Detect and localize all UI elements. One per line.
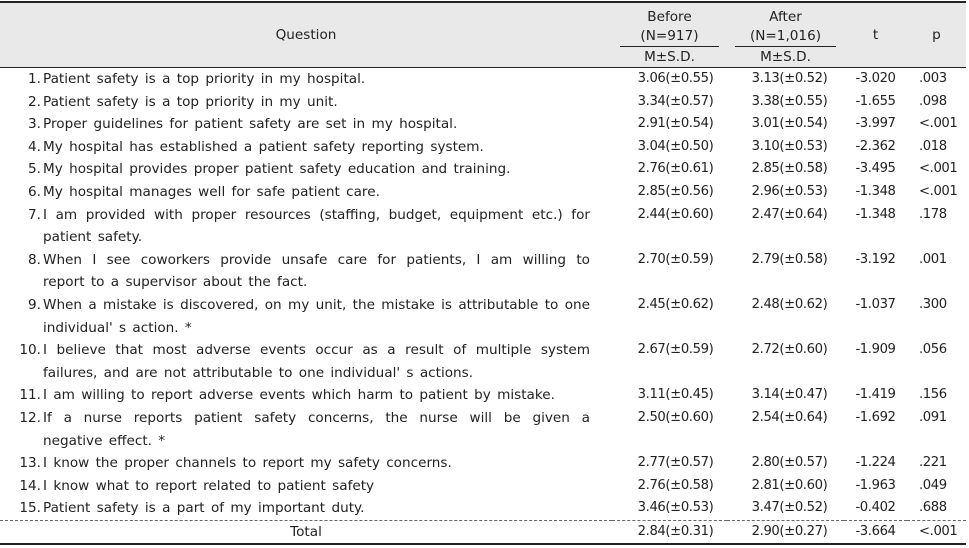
t-value: -1.419 [855,387,896,403]
question-cell [0,136,612,159]
question-text: My hospital has established a patient safety reporting system. [43,138,484,155]
question-number: 3. [28,116,41,133]
after-value: 3.14(±0.47) [751,387,828,403]
question-number: 2. [28,93,41,110]
t-value: -1.909 [855,342,896,358]
question-cell [0,249,612,294]
before-value: 3.11(±0.45) [637,387,714,403]
t-value: -1.963 [855,477,896,493]
question-text: Proper guidelines for patient safety are set in my hospital. [43,116,458,133]
table-row [0,339,966,384]
p-value: <.001 [919,116,958,132]
table-row [0,452,966,475]
p-value: .003 [919,71,947,86]
question-cell [0,91,612,114]
before-value: 3.04(±0.50) [637,138,714,154]
p-value: .300 [919,296,947,312]
before-value: 2.44(±0.60) [637,206,714,222]
after-header: After [727,2,844,25]
question-number: 8. [28,251,41,268]
t-value: -3.495 [855,161,896,177]
table-row [0,384,966,407]
question-cell [0,407,612,452]
table-row [0,68,966,91]
after-value: 2.85(±0.58) [751,161,828,177]
after-value: 3.10(±0.53) [751,138,828,154]
table-row [0,158,966,181]
p-value: .688 [919,500,947,516]
p-value: <.001 [919,183,958,199]
after-value: 2.80(±0.57) [751,455,828,471]
t-value: -2.362 [855,138,896,154]
table-row [0,181,966,204]
question-text: Patient safety is a top priority in my unit. [43,93,338,110]
after-value: 2.48(±0.62) [751,296,828,312]
after-value: 3.47(±0.52) [751,500,828,516]
patient-safety-table [0,1,966,545]
before-value: 2.76(±0.58) [637,477,714,493]
table-row [0,294,966,339]
question-cell [0,181,612,204]
p-value: .001 [919,251,947,267]
total-row [0,520,966,544]
before-value: 3.06(±0.55) [637,71,714,86]
question-cell [0,158,612,181]
question-number: 9. [28,296,41,313]
total-after: 2.90(±0.27) [727,520,844,544]
question-number: 4. [28,138,41,155]
t-value: -1.224 [855,455,896,471]
t-value: -1.037 [855,296,896,312]
after-value: 2.81(±0.60) [751,477,828,493]
after-value: 2.72(±0.60) [751,342,828,358]
table-row [0,136,966,159]
after-msd-header: M±S.D. [727,47,844,68]
question-text: I know the proper channels to report my safety concerns. [43,455,452,472]
t-value: -1.692 [855,409,896,425]
question-text: Patient safety is a part of my important duty. [43,500,365,517]
before-value: 2.91(±0.54) [637,116,714,132]
question-text: I am willing to report adverse events which harm to patient by mistake. [43,387,555,404]
question-cell [0,497,612,520]
t-value: -3.997 [855,116,896,132]
t-value: -1.348 [855,206,896,222]
p-value: .018 [919,138,947,154]
table-row [0,113,966,136]
p-value: <.001 [919,161,958,177]
total-t: -3.664 [844,520,907,544]
before-value: 2.45(±0.62) [637,296,714,312]
question-text: My hospital manages well for safe patient care. [43,183,380,200]
p-header: p [907,2,966,68]
question-cell [0,294,612,339]
question-text: If a nurse reports patient safety concerns, the nurse will be given a negative effect. * [43,409,590,449]
before-value: 2.85(±0.56) [637,183,714,199]
after-value: 3.13(±0.52) [751,71,828,86]
question-text: I know what to report related to patient safety [43,477,375,494]
question-text: Patient safety is a top priority in my hospital. [43,71,366,87]
after-value: 2.54(±0.64) [751,409,828,425]
question-number: 1. [28,71,41,87]
before-value: 2.76(±0.61) [637,161,714,177]
question-number: 13. [19,455,41,472]
table-body [0,68,966,544]
p-value: .178 [919,206,947,222]
question-cell [0,384,612,407]
t-header: t [844,2,907,68]
before-n-header: (N=917) [612,25,727,47]
p-value: .098 [919,93,947,109]
question-text: When I see coworkers provide unsafe care for patients, I am willing to report to a supervisor about the fact. [43,251,590,291]
p-value: .091 [919,409,947,425]
before-msd-header: M±S.D. [612,47,727,68]
before-value: 2.70(±0.59) [637,251,714,267]
question-cell [0,204,612,249]
question-number: 15. [19,500,41,517]
before-value: 3.46(±0.53) [637,500,714,516]
total-label: Total [0,520,612,544]
after-value: 3.38(±0.55) [751,93,828,109]
p-value: .049 [919,477,947,493]
before-value: 2.77(±0.57) [637,455,714,471]
question-number: 11. [19,387,41,404]
question-text: My hospital provides proper patient safety education and training. [43,161,511,178]
after-n-header: (N=1,016) [727,25,844,47]
table-row [0,249,966,294]
before-header: Before [612,2,727,25]
after-value: 2.79(±0.58) [751,251,828,267]
question-header: Question [0,2,612,68]
question-number: 7. [28,206,41,223]
table-row [0,204,966,249]
table-row [0,475,966,498]
before-value: 3.34(±0.57) [637,93,714,109]
question-number: 12. [19,409,41,426]
p-value: .056 [919,342,947,358]
after-value: 2.47(±0.64) [751,206,828,222]
t-value: -0.402 [855,500,896,516]
table-row [0,91,966,114]
table-row [0,497,966,520]
p-value: .156 [919,387,947,403]
table-header [0,2,966,68]
t-value: -1.655 [855,93,896,109]
table-row [0,407,966,452]
question-text: When a mistake is discovered, on my unit, the mistake is attributable to one individual' s action. * [43,296,590,336]
total-p: <.001 [907,520,966,544]
question-number: 14. [19,477,41,494]
question-number: 10. [19,342,41,359]
question-text: I am provided with proper resources (staffing, budget, equipment etc.) for patient safety. [43,206,590,246]
question-cell [0,68,612,91]
after-value: 2.96(±0.53) [751,183,828,199]
before-value: 2.67(±0.59) [637,342,714,358]
total-before: 2.84(±0.31) [612,520,727,544]
question-number: 5. [28,161,41,178]
question-cell [0,475,612,498]
after-value: 3.01(±0.54) [751,116,828,132]
t-value: -1.348 [855,183,896,199]
question-number: 6. [28,183,41,200]
question-cell [0,452,612,475]
t-value: -3.192 [855,251,896,267]
question-cell [0,113,612,136]
p-value: .221 [919,455,947,471]
before-value: 2.50(±0.60) [637,409,714,425]
t-value: -3.020 [855,71,896,86]
question-cell [0,339,612,384]
question-text: I believe that most adverse events occur as a result of multiple system failures, and are not attributable to one individual' s actions. [43,342,590,381]
